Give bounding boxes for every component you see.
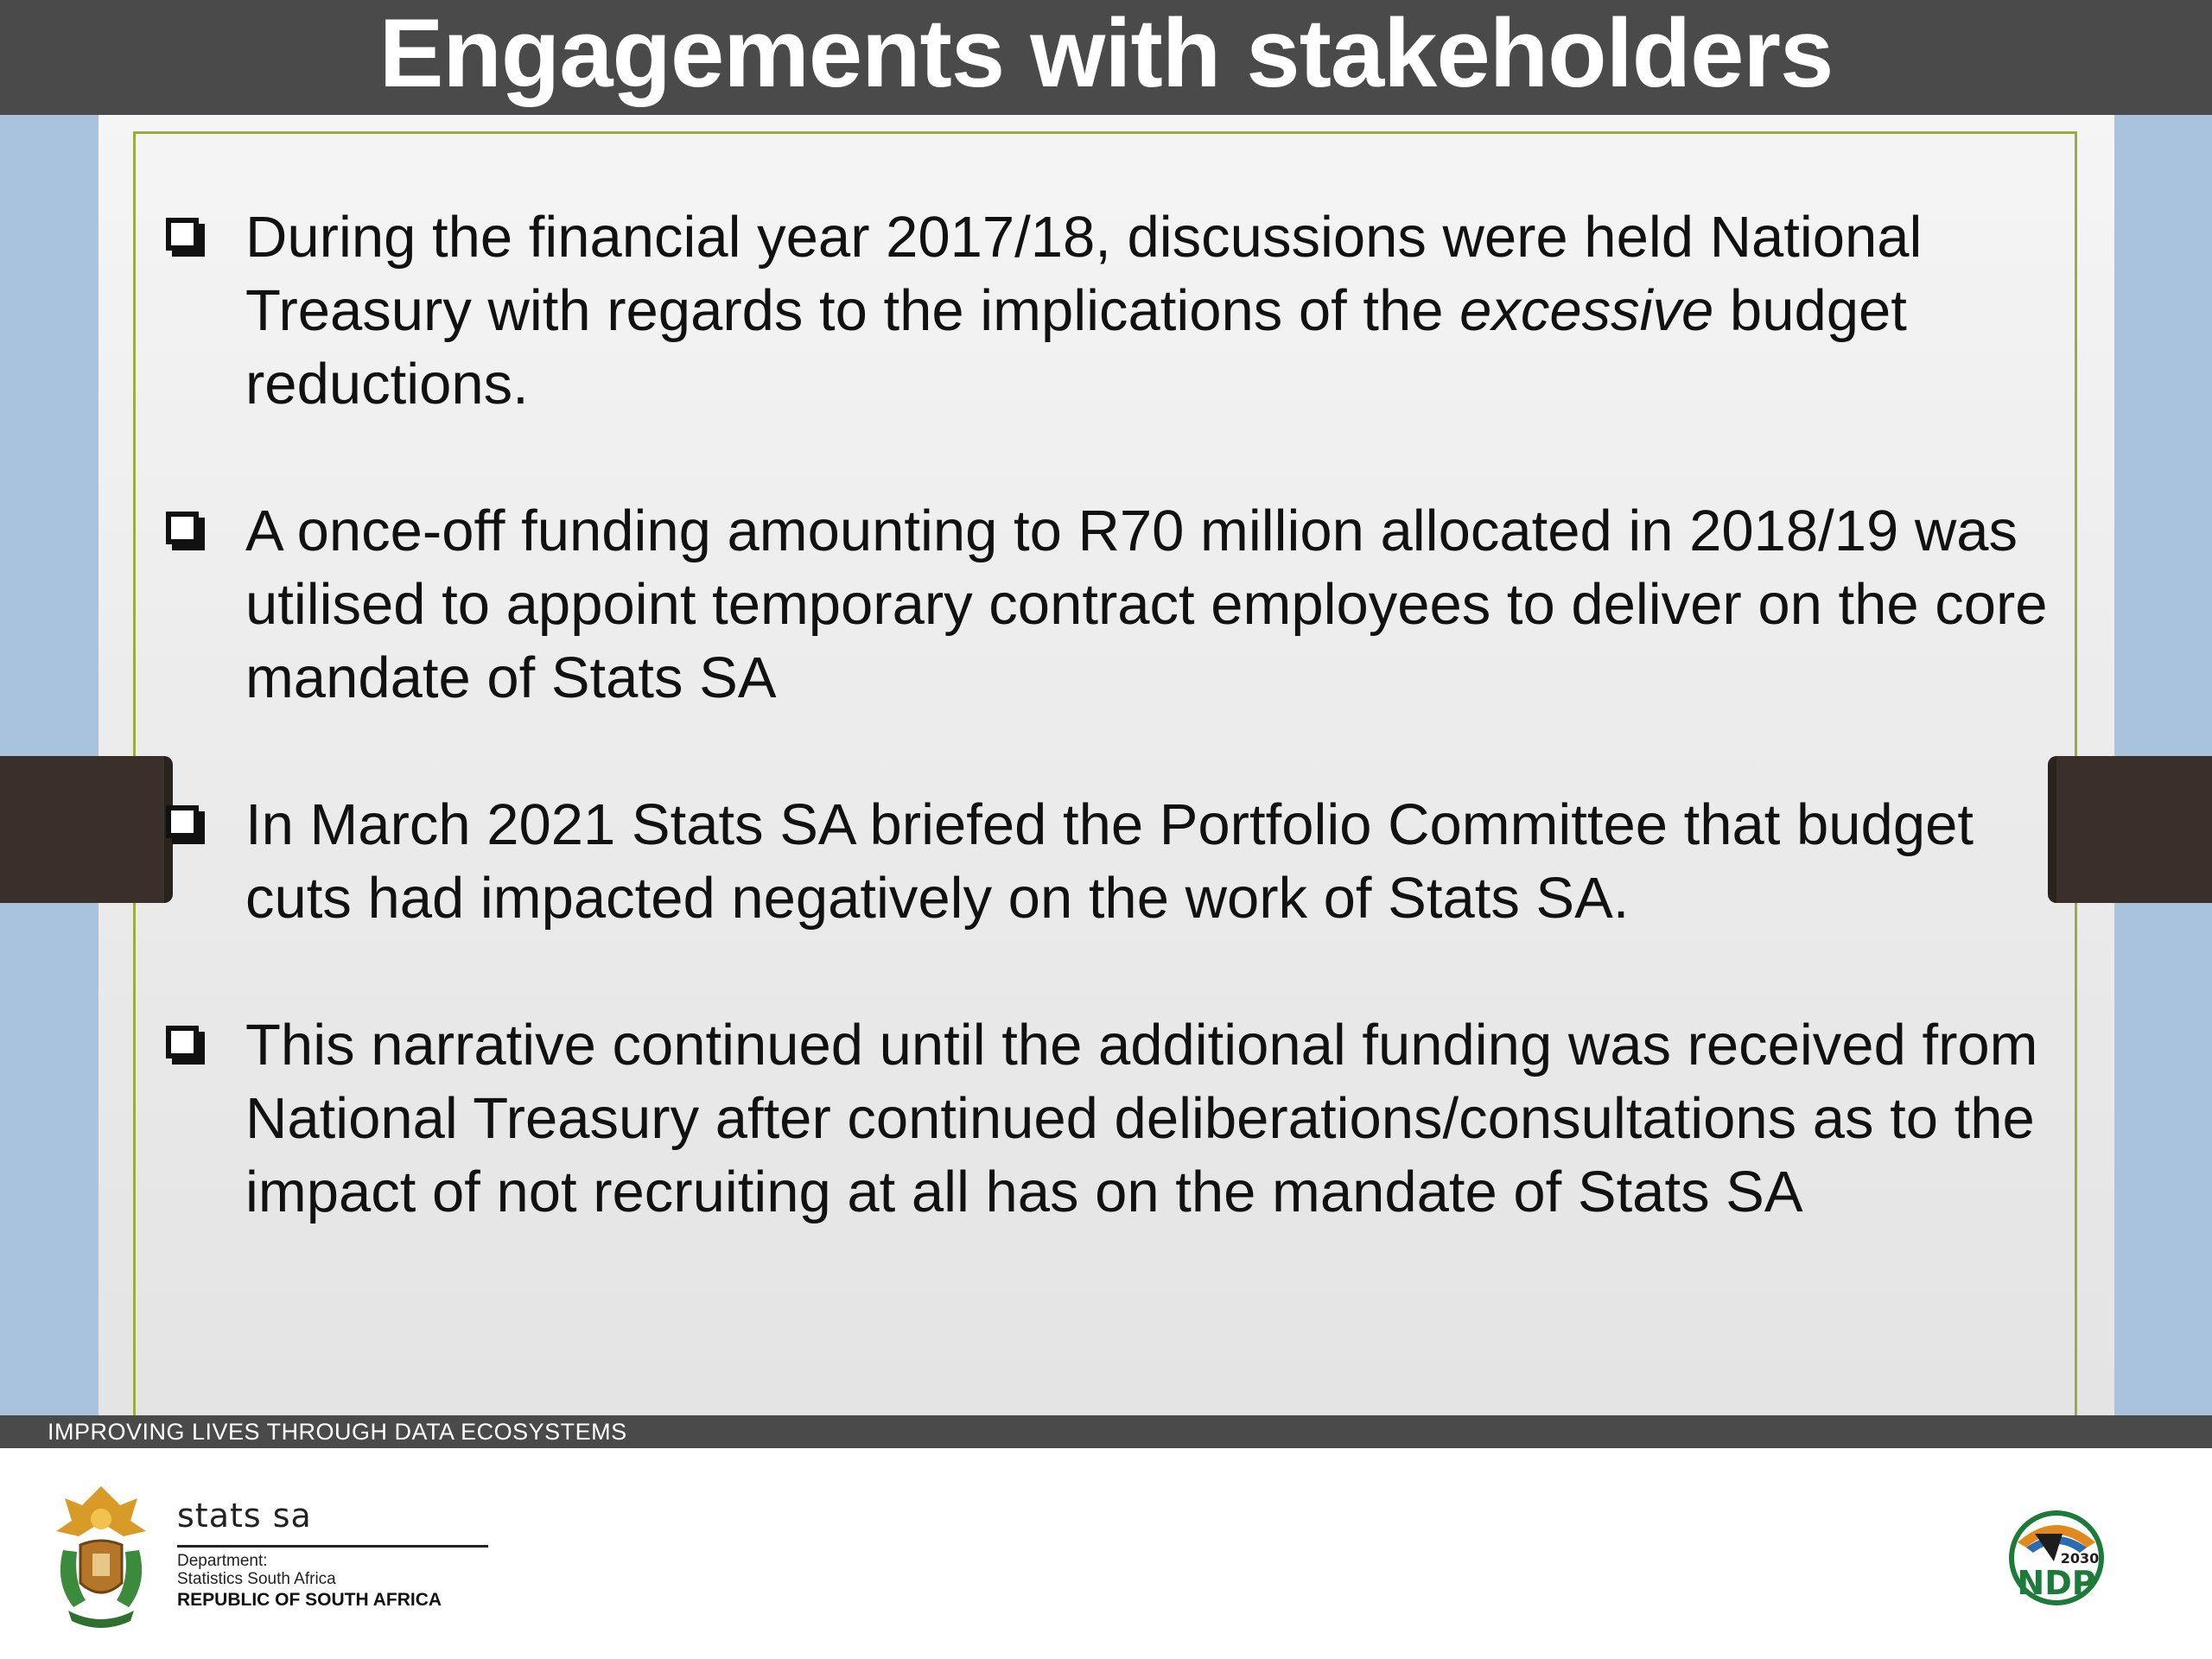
bullet-text: During the financial year 2017/18, discussions were held National Treasury with regards to the implications of the bbox=[245, 205, 1923, 343]
department-line-2: Statistics South Africa bbox=[177, 1570, 336, 1588]
bullet-item bbox=[164, 788, 2065, 935]
logo-divider bbox=[177, 1545, 488, 1548]
ndp-year: 2030 bbox=[2060, 1550, 2100, 1567]
checkbox-icon bbox=[166, 512, 199, 544]
department-label bbox=[177, 1552, 336, 1588]
department-line-1: Department: bbox=[177, 1552, 268, 1570]
bullet-emphasis: excessive bbox=[1459, 278, 1714, 343]
bullet-item bbox=[164, 200, 2065, 421]
checkbox-icon bbox=[166, 805, 199, 838]
checkbox-icon bbox=[166, 218, 199, 251]
ndp-2030-logo-icon bbox=[2000, 1508, 2113, 1611]
bullet-text: In March 2021 Stats SA briefed the Portfolio Committee that budget cuts had impacted negatively on the work of Stats SA. bbox=[245, 792, 1974, 931]
org-name: stats sa bbox=[177, 1497, 312, 1535]
bullet-list bbox=[164, 200, 2065, 1302]
right-clip-decoration bbox=[2048, 756, 2212, 903]
bullet-item bbox=[164, 1008, 2065, 1229]
country-label: REPUBLIC OF SOUTH AFRICA bbox=[177, 1590, 442, 1610]
checkbox-icon bbox=[166, 1026, 199, 1058]
slide-title: Engagements with stakeholders bbox=[378, 0, 1834, 107]
title-bar bbox=[0, 0, 2212, 115]
ndp-label: NDP bbox=[2017, 1564, 2096, 1602]
stats-sa-logo bbox=[48, 1479, 497, 1630]
footer-bar bbox=[0, 1415, 2212, 1448]
bullet-text: This narrative continued until the additional funding was received from National Treasury after continued deliberations/consultations as to the impact of not recruiting at all has on the mandate of Stats SA bbox=[245, 1013, 2038, 1224]
bullet-item bbox=[164, 494, 2065, 715]
coat-of-arms-icon bbox=[48, 1479, 156, 1630]
footer-tagline: IMPROVING LIVES THROUGH DATA ECOSYSTEMS bbox=[48, 1419, 627, 1445]
left-clip-decoration bbox=[0, 756, 173, 903]
bullet-text: A once-off funding amounting to R70 million allocated in 2018/19 was utilised to appoint temporary contract employees to deliver on the core mandate of Stats SA bbox=[245, 499, 2048, 710]
bullet-text-end: budget reductions. bbox=[245, 278, 1907, 416]
